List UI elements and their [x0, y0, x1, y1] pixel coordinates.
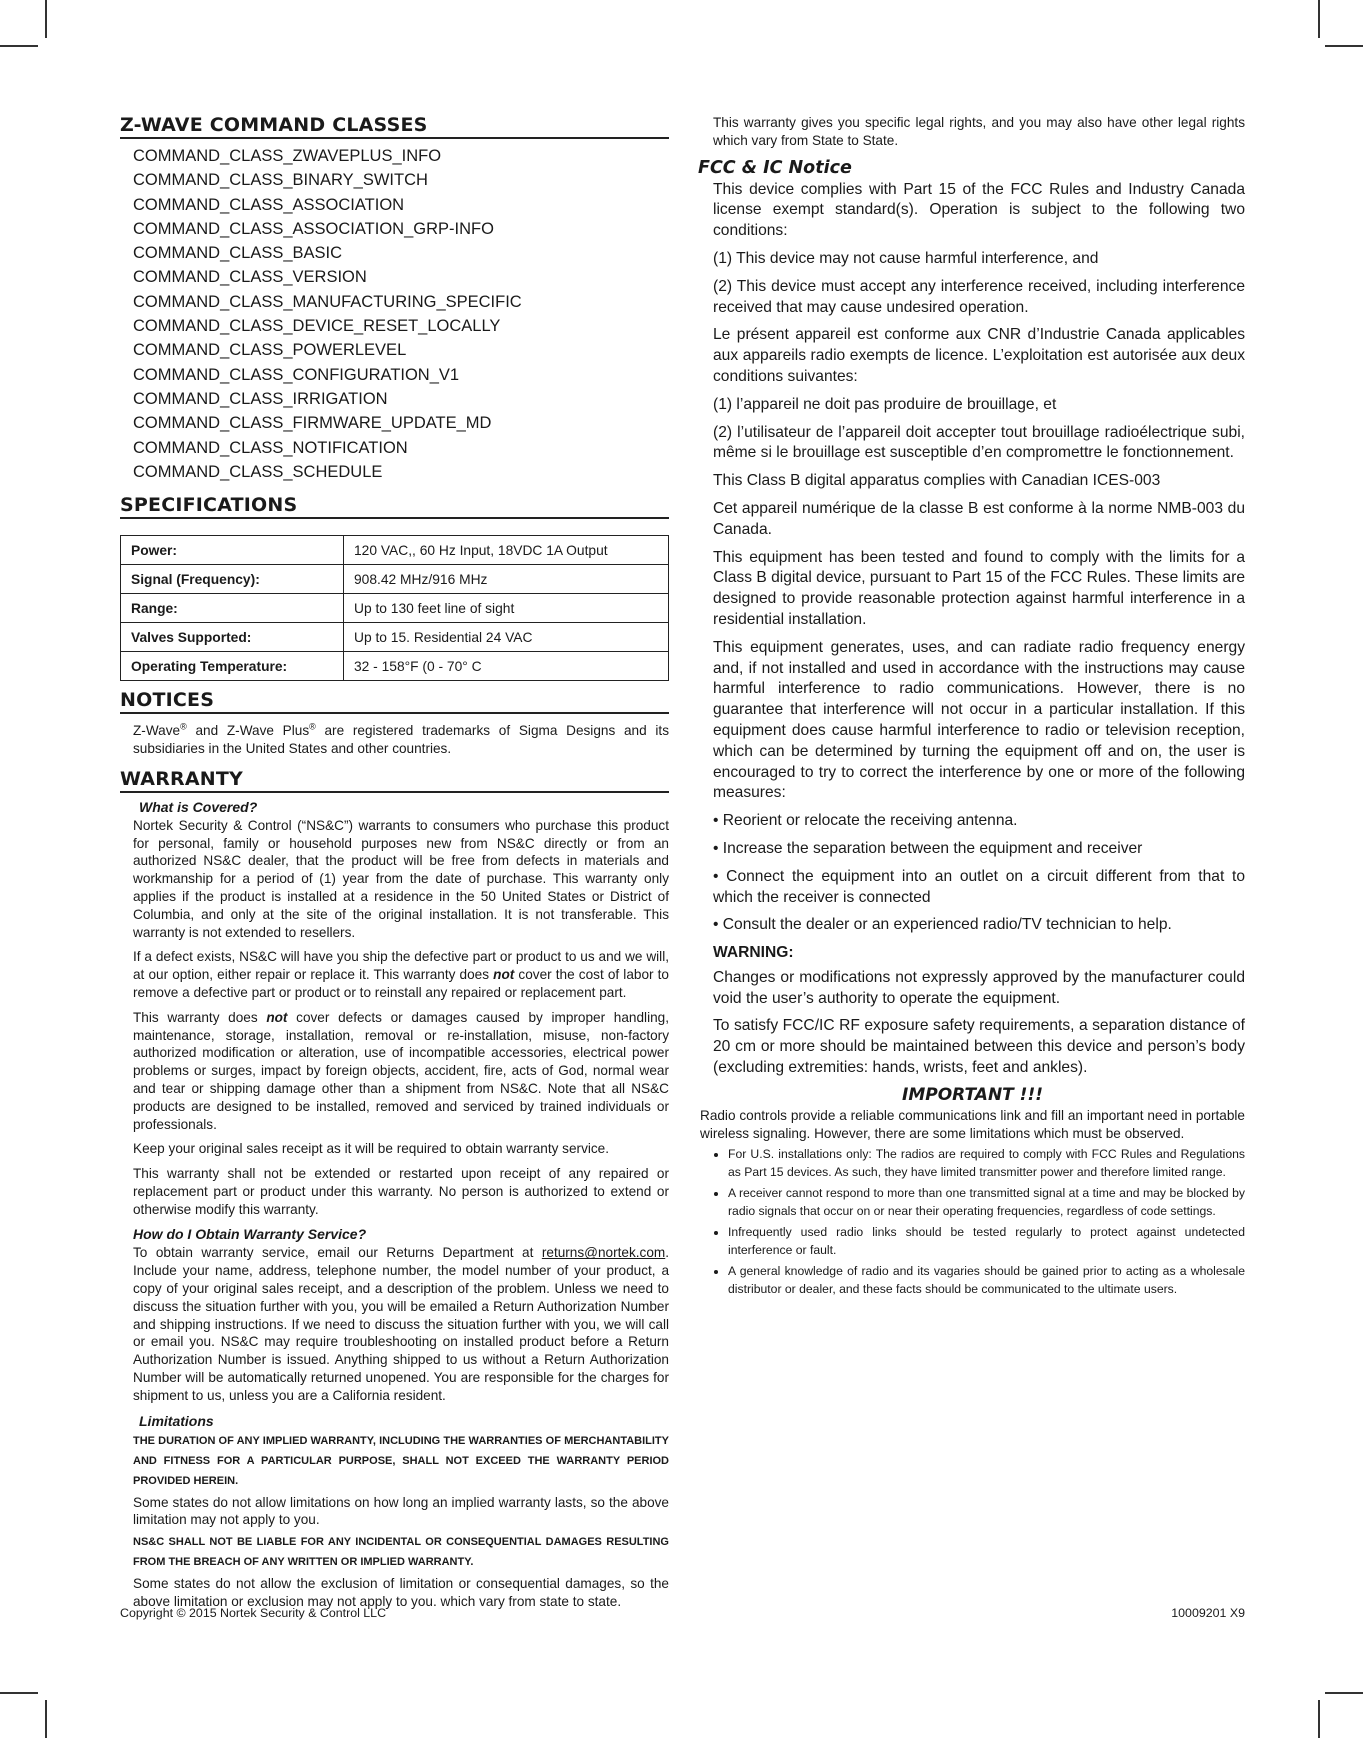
- table-row: [121, 565, 669, 594]
- command-class-item: COMMAND_CLASS_VERSION: [133, 268, 367, 287]
- crop-mark: [1318, 0, 1320, 38]
- specifications-table: [120, 535, 669, 681]
- command-class-item: COMMAND_CLASS_NOTIFICATION: [133, 438, 408, 457]
- fcc-paragraph: Le présent appareil est conforme aux CNR d’Industrie Canada applicables aux appareils radio exempts de licence. L’exploitation est autorisée aux deux conditions suivantes:: [713, 326, 1245, 385]
- warning-paragraph: To satisfy FCC/IC RF exposure safety requirements, a separation distance of 20 cm or more should be maintained between this device and person’s body (excluding extremities: hands, wrists, feet and ankles).: [713, 1017, 1245, 1077]
- text-part: If a defect exists, NS&C will have you ship the defective part or product to us and we will, at our option, either repair or replace it. This warranty does: [133, 949, 669, 983]
- crop-mark: [1318, 1700, 1320, 1738]
- spec-label: Operating Temperature:: [121, 652, 344, 681]
- spec-label: Range:: [121, 594, 344, 623]
- text-part: This warranty does: [133, 1009, 267, 1025]
- text-part: cover the cost of labor to remove a defective part or product or to reinstall any repaired or replacement part.: [133, 967, 669, 1000]
- limitations-caps: NS&C SHALL NOT BE LIABLE FOR ANY INCIDENTAL OR CONSEQUENTIAL DAMAGES RESULTING FROM THE BREACH OF ANY WRITTEN OR IMPLIED WARRANTY.: [133, 1536, 669, 1569]
- spec-label: Valves Supported:: [121, 623, 344, 652]
- warranty-paragraph: [133, 1244, 669, 1404]
- table-row: [121, 536, 669, 565]
- fcc-paragraph: Cet appareil numérique de la classe B est conforme à la norme NMB-003 du Canada.: [713, 499, 1245, 538]
- spec-label: Power:: [121, 536, 344, 565]
- warranty-heading: WARRANTY: [120, 768, 669, 793]
- notices-text: [120, 722, 669, 758]
- emphasis-not: not: [493, 967, 515, 983]
- registered-mark: ®: [309, 721, 316, 732]
- limitations-title: Limitations: [139, 1412, 214, 1429]
- list-item: • A general knowledge of radio and its vagaries should be gained prior to acting as a wholesale distributor or dealer, and these facts should be communicated to the ultimate users.: [728, 1263, 1245, 1298]
- command-class-item: COMMAND_CLASS_IRRIGATION: [133, 389, 388, 408]
- fcc-bullet: • Consult the dealer or an experienced radio/TV technician to help.: [713, 916, 1172, 934]
- spec-label: Signal (Frequency):: [121, 565, 344, 594]
- text-part: . Include your name, address, telephone number, the model number of your product, a copy of your original sales receipt, and a description of the problem. Unless we need to discuss the situation further with you, you will be emailed a Return Authorization Number and shipping instructions. If we need to discuss the situation further with you, we will call or email you. NS&C may require troubleshooting on installed product before a Return Authorization Number is issued. Anything shipped to us without a Return Authorization Number will be automatically returned unopened. You are responsible for the charges for shipment to us, unless you are a California resident.: [133, 1245, 669, 1403]
- fcc-paragraph: (2) l’utilisateur de l’appareil doit accepter tout brouillage radioélectrique subi, même si le brouillage est susceptible d’en compromettre le fonctionnement.: [713, 423, 1245, 462]
- limitations-caps: THE DURATION OF ANY IMPLIED WARRANTY, INCLUDING THE WARRANTIES OF MERCHANTABILITY AND FITNESS FOR A PARTICULAR PURPOSE, SHALL NOT EXCEED THE WARRANTY PERIOD PROVIDED HEREIN.: [133, 1434, 669, 1487]
- important-list: [700, 1146, 1245, 1298]
- crop-mark: [1325, 45, 1363, 47]
- warning-paragraph: Changes or modifications not expressly approved by the manufacturer could void the user’s authority to operate the equipment.: [713, 968, 1245, 1007]
- list-item: • For U.S. installations only: The radios are required to comply with FCC Rules and Regulations as Part 15 devices. As such, they have limited transmitter power and therefore limited range.: [728, 1146, 1245, 1181]
- fcc-bullet: • Connect the equipment into an outlet on a circuit different from that to which the receiver is connected: [713, 867, 1245, 906]
- fcc-paragraph: This equipment generates, uses, and can radiate radio frequency energy and, if not installed and used in accordance with the instructions may cause harmful interference to radio communications. However, there is no guarantee that interference will not occur in a particular installation. If this equipment does cause harmful interference to radio or television reception, which can be determined by turning the equipment off and on, the user is encouraged to try to correct the interference by one or more of the following measures:: [713, 638, 1245, 802]
- spec-value: 908.42 MHz/916 MHz: [344, 565, 669, 594]
- copyright-text: Copyright © 2015 Nortek Security & Control LLC: [120, 1606, 387, 1620]
- obtain-title: How do I Obtain Warranty Service?: [133, 1226, 367, 1243]
- command-class-item: COMMAND_CLASS_ZWAVEPLUS_INFO: [133, 147, 442, 165]
- list-item: • Infrequently used radio links should be tested regularly to protect against undetected interference or fault.: [728, 1224, 1245, 1259]
- emphasis-not: not: [266, 1009, 288, 1025]
- crop-mark: [0, 1692, 38, 1694]
- command-class-item: COMMAND_CLASS_DEVICE_RESET_LOCALLY: [133, 317, 501, 336]
- spec-value: 32 - 158°F (0 - 70° C: [344, 652, 669, 681]
- legal-rights-text: This warranty gives you specific legal rights, and you may also have other legal rights which vary from State to State.: [713, 115, 1245, 148]
- fcc-paragraph: (1) This device may not cause harmful interference, and: [713, 249, 1099, 267]
- warranty-paragraph: Some states do not allow limitations on how long an implied warranty lasts, so the above limitation may not apply to you.: [133, 1494, 669, 1528]
- fcc-body: [700, 180, 1245, 1079]
- warning-label: WARNING:: [713, 944, 794, 962]
- notices-text-part: and Z-Wave Plus: [186, 723, 310, 739]
- zwave-heading: Z-WAVE COMMAND CLASSES: [120, 114, 669, 139]
- returns-email-link[interactable]: returns@nortek.com: [541, 1245, 666, 1261]
- right-column: [700, 114, 1245, 1302]
- command-class-item: COMMAND_CLASS_FIRMWARE_UPDATE_MD: [133, 414, 492, 433]
- warranty-body: [120, 798, 669, 1611]
- command-class-item: COMMAND_CLASS_BASIC: [133, 244, 343, 263]
- command-class-item: COMMAND_CLASS_ASSOCIATION: [133, 195, 405, 214]
- command-class-item: COMMAND_CLASS_SCHEDULE: [133, 462, 383, 481]
- warranty-paragraph: [133, 948, 669, 1001]
- command-class-item: COMMAND_CLASS_CONFIGURATION_V1: [133, 365, 460, 384]
- fcc-paragraph: This Class B digital apparatus complies with Canadian ICES-003: [713, 472, 1161, 490]
- important-intro: Radio controls provide a reliable communications link and fill an important need in portable wireless signaling. However, there are some limitations which must be observed.: [700, 1107, 1245, 1141]
- command-class-item: COMMAND_CLASS_POWERLEVEL: [133, 341, 407, 360]
- fcc-paragraph: (2) This device must accept any interference received, including interference received that may cause undesired operation.: [713, 277, 1245, 316]
- warranty-paragraph: Keep your original sales receipt as it will be required to obtain warranty service.: [133, 1141, 610, 1157]
- spec-value: 120 VAC,, 60 Hz Input, 18VDC 1A Output: [344, 536, 669, 565]
- fcc-bullet: • Reorient or relocate the receiving antenna.: [713, 812, 1018, 830]
- spec-value: Up to 130 feet line of sight: [344, 594, 669, 623]
- specifications-heading: SPECIFICATIONS: [120, 494, 669, 519]
- registered-mark: ®: [180, 721, 187, 732]
- command-class-item: COMMAND_CLASS_ASSOCIATION_GRP-INFO: [133, 219, 494, 238]
- document-code: 10009201 X9: [1171, 1606, 1245, 1620]
- crop-mark: [1325, 1692, 1363, 1694]
- left-column: [120, 114, 669, 1611]
- fcc-heading: FCC & IC Notice: [698, 157, 852, 178]
- text-part: To obtain warranty service, email our Returns Department at: [133, 1245, 542, 1261]
- warranty-paragraph: This warranty shall not be extended or restarted upon receipt of any repaired or replacement part or product under this warranty. No person is authorized to extend or otherwise modify this warranty.: [133, 1166, 669, 1217]
- fcc-paragraph: This equipment has been tested and found to comply with the limits for a Class B digital device, pursuant to Part 15 of the FCC Rules. These limits are designed to provide reasonable protection against harmful interference in a residential installation.: [713, 548, 1245, 628]
- notices-heading: NOTICES: [120, 689, 669, 714]
- text-part: cover defects or damages caused by improper handling, maintenance, storage, installation, removal or re-installation, misuse, non-factory authorized modification or alteration, use of incompatible accessories, electrical power problems or surges, impact by foreign objects, accident, fire, acts of God, normal wear and tear or shipping damage other than a shipment from NS&C. Note that all NS&C products are designed to be installed, removed and serviced by trained individuals or professionals.: [133, 1009, 669, 1132]
- important-heading: IMPORTANT !!!: [902, 1084, 1043, 1105]
- table-row: [121, 652, 669, 681]
- command-class-item: COMMAND_CLASS_MANUFACTURING_SPECIFIC: [133, 292, 522, 311]
- warranty-paragraph: [133, 1009, 669, 1134]
- fcc-bullet: • Increase the separation between the equipment and receiver: [713, 839, 1143, 857]
- crop-mark: [45, 0, 47, 38]
- notices-text-part: are registered trademarks of Sigma Designs and its subsidiaries in the United States and other countries.: [133, 723, 669, 756]
- warranty-paragraph: Some states do not allow the exclusion of limitation or consequential damages, so the above limitation or exclusion may not apply to you. which vary from state to state.: [133, 1576, 669, 1610]
- command-class-list: [120, 144, 669, 484]
- covered-title: What is Covered?: [139, 798, 258, 815]
- command-class-item: COMMAND_CLASS_BINARY_SWITCH: [133, 171, 428, 190]
- list-item: • A receiver cannot respond to more than one transmitted signal at a time and may be blocked by radio signals that occur on or near their operating frequencies, regardless of code settings.: [728, 1185, 1245, 1220]
- warranty-paragraph: Nortek Security & Control (“NS&C”) warrants to consumers who purchase this product for personal, family or household purposes new from NS&C directly or from an authorized NS&C dealer, that the product will be free from defects in materials and workmanship for a period of (1) year from the date of purchase. This warranty only applies if the product is installed at a residence in the 50 United States or District of Columbia, and only at the site of the original installation. It is not transferable. This warranty is not extended to resellers.: [133, 817, 669, 940]
- fcc-paragraph: This device complies with Part 15 of the FCC Rules and Industry Canada license exempt standard(s). Operation is subject to the following two conditions:: [713, 180, 1245, 240]
- table-row: [121, 623, 669, 652]
- spec-value: Up to 15. Residential 24 VAC: [344, 623, 669, 652]
- crop-mark: [0, 45, 38, 47]
- table-row: [121, 594, 669, 623]
- notices-text-part: Z-Wave: [133, 723, 181, 739]
- fcc-paragraph: (1) l’appareil ne doit pas produire de brouillage, et: [713, 395, 1057, 413]
- crop-mark: [45, 1700, 47, 1738]
